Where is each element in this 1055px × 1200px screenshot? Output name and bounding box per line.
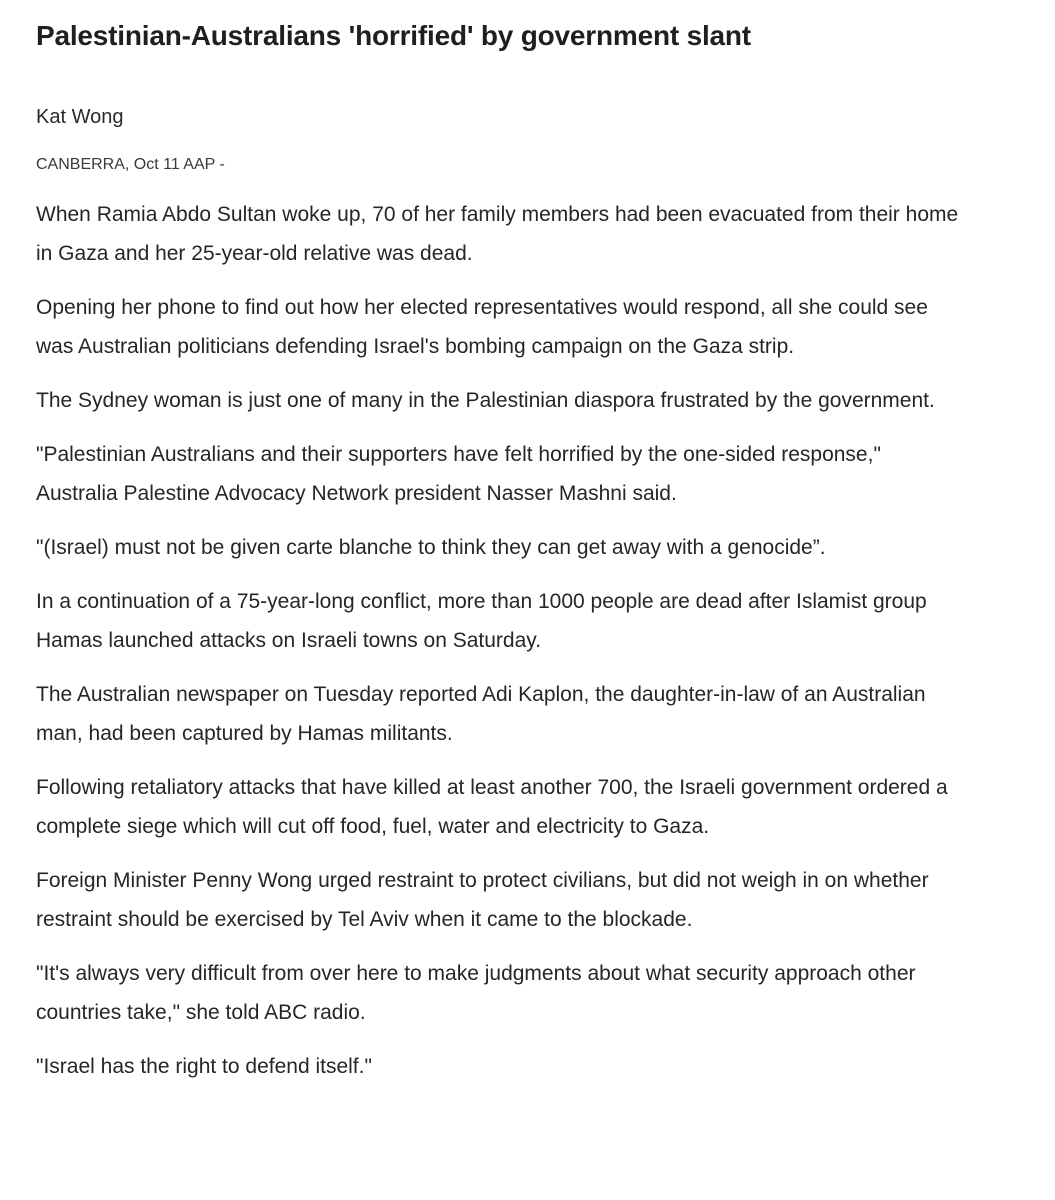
article-dateline: CANBERRA, Oct 11 AAP - <box>36 156 225 173</box>
article-paragraph: The Sydney woman is just one of many in the Palestinian diaspora frustrated by the government. <box>36 389 935 412</box>
news-article <box>36 14 1021 1101</box>
article-paragraph: Foreign Minister Penny Wong urged restraint to protect civilians, but did not weigh in on whether restraint should be exercised by Tel Aviv when it came to the blockade. <box>36 869 929 931</box>
article-paragraph: "Palestinian Australians and their supporters have felt horrified by the one-sided response," Australia Palestine Advocacy Network president Nasser Mashni said. <box>36 443 881 505</box>
article-body <box>36 195 1021 1086</box>
article-paragraph: When Ramia Abdo Sultan woke up, 70 of her family members had been evacuated from their home in Gaza and her 25-year-old relative was dead. <box>36 203 959 265</box>
article-paragraph: Opening her phone to find out how her elected representatives would respond, all she could see was Australian politicians defending Israel's bombing campaign on the Gaza strip. <box>36 296 928 358</box>
article-paragraph: "Israel has the right to defend itself." <box>36 1055 372 1078</box>
article-paragraph: "(Israel) must not be given carte blanche to think they can get away with a genocide”. <box>36 536 826 559</box>
article-paragraph: "It's always very difficult from over here to make judgments about what security approach other countries take," she told ABC radio. <box>36 962 916 1024</box>
article-paragraph: The Australian newspaper on Tuesday reported Adi Kaplon, the daughter-in-law of an Australian man, had been captured by Hamas militants. <box>36 683 926 745</box>
article-paragraph: Following retaliatory attacks that have killed at least another 700, the Israeli government ordered a complete siege which will cut off food, fuel, water and electricity to Gaza. <box>36 776 948 838</box>
article-headline: Palestinian-Australians 'horrified' by government slant <box>36 20 751 51</box>
article-paragraph: In a continuation of a 75-year-long conflict, more than 1000 people are dead after Islamist group Hamas launched attacks on Israeli towns on Saturday. <box>36 590 927 652</box>
article-author: Kat Wong <box>36 106 124 128</box>
